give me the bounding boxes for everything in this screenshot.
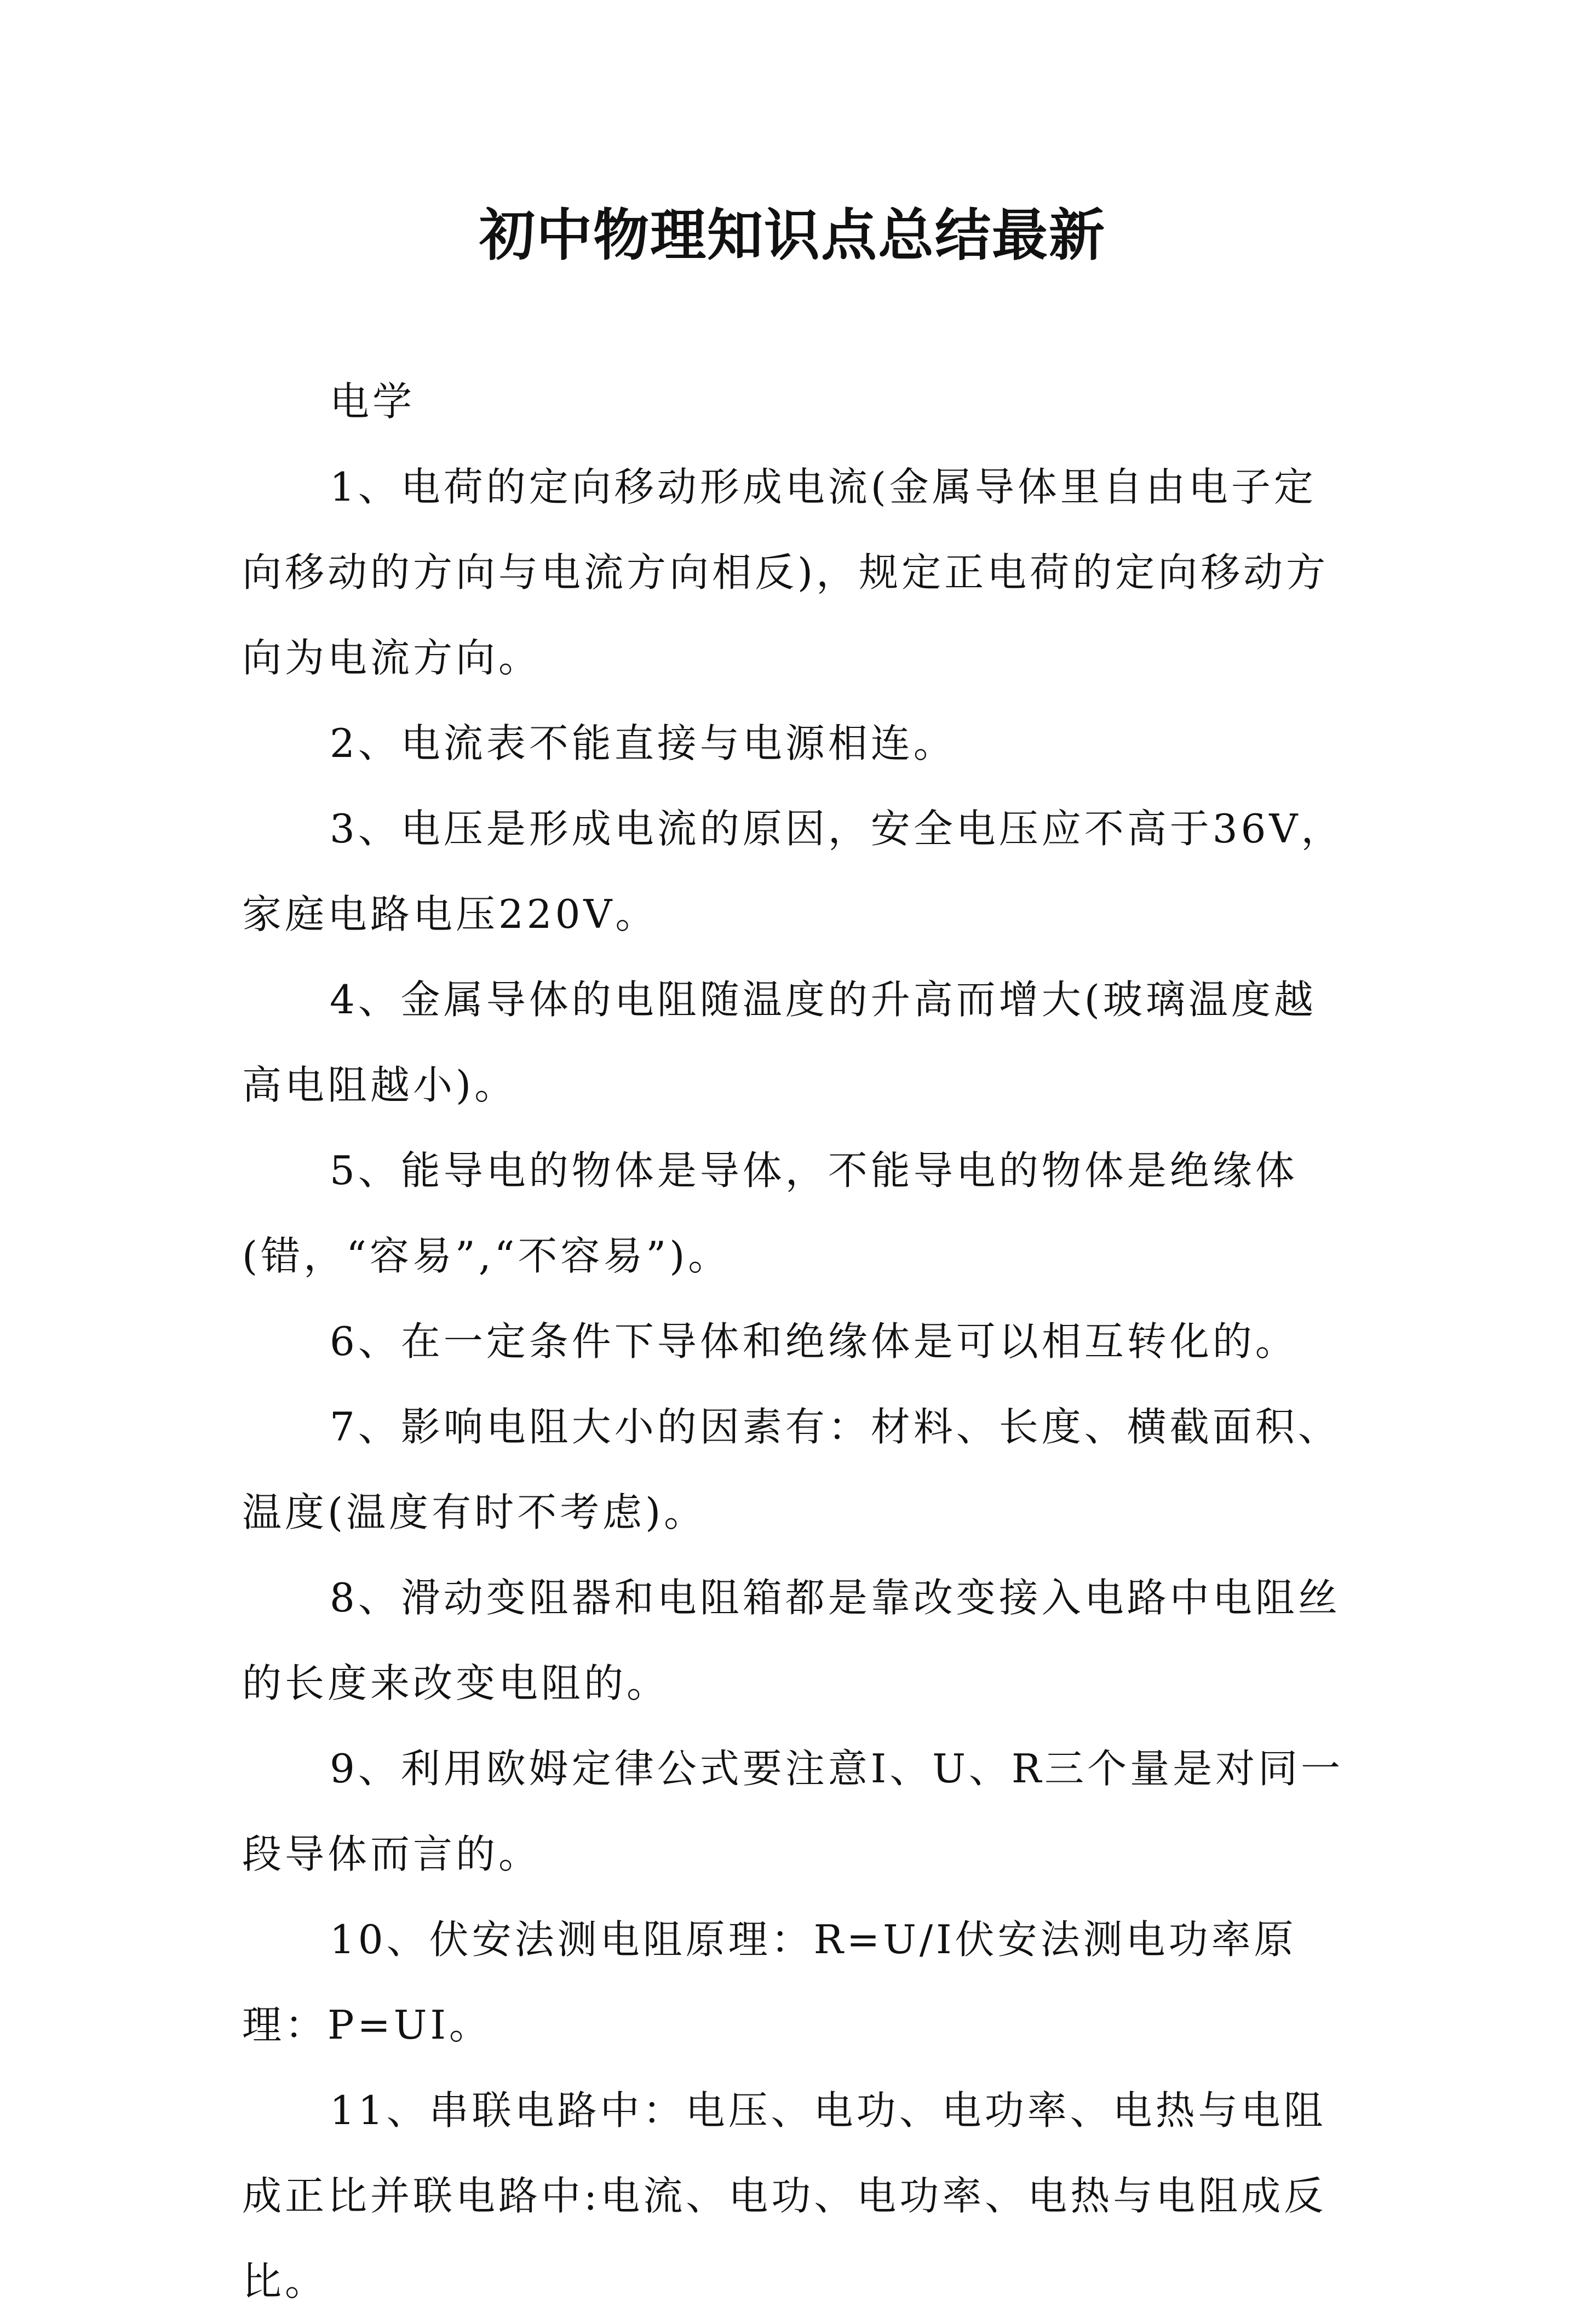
- paragraph-5: 5、能导电的物体是导体，不能导电的物体是绝缘体(错，“容易”,“不容易”)。: [242, 1147, 1298, 1279]
- paragraph-8: 8、滑动变阻器和电阻箱都是靠改变接入电路中电阻丝的长度来改变电阻的。: [242, 1575, 1341, 1706]
- paragraph-7: 7、影响电阻大小的因素有：材料、长度、横截面积、温度(温度有时不考虑)。: [242, 1404, 1341, 1535]
- document-body: [242, 359, 1354, 2324]
- paragraph-2: 2、电流表不能直接与电源相连。: [330, 720, 956, 766]
- paragraph-4: 4、金属导体的电阻随温度的升高而增大(玻璃温度越高电阻越小)。: [242, 977, 1317, 1108]
- paragraph-6: 6、在一定条件下导体和绝缘体是可以相互转化的。: [330, 1318, 1298, 1364]
- paragraph-10: 10、伏安法测电阻原理：R=U/I伏安法测电功率原理：P=UI。: [242, 1916, 1297, 2048]
- paragraph-9: 9、利用欧姆定律公式要注意I、U、R三个量是对同一段导体而言的。: [242, 1746, 1344, 1877]
- paragraph-11: 11、串联电路中：电压、电功、电功率、电热与电阻成正比并联电路中:电流、电功、电功率、电热与电阻成反比。: [242, 2087, 1327, 2304]
- document-title: 初中物理知识点总结最新: [479, 203, 1106, 268]
- paragraph-3: 3、电压是形成电流的原因，安全电压应不高于36V，家庭电路电压220V。: [242, 806, 1344, 937]
- section-heading: 电学: [330, 378, 416, 424]
- paragraph-1: 1、电荷的定向移动形成电流(金属导体里自由电子定向移动的方向与电流方向相反)，规定正电荷的定向移动方向为电流方向。: [242, 464, 1329, 681]
